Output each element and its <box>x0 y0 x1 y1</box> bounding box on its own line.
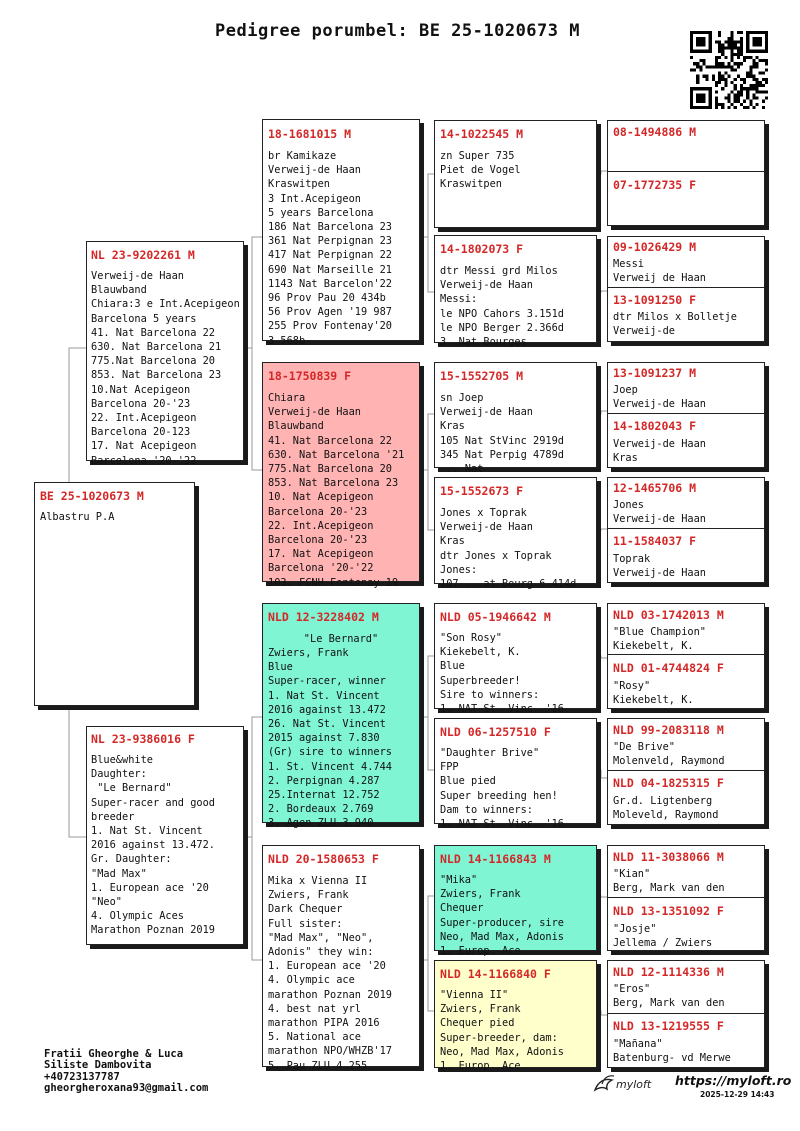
gggp-pair-divider <box>608 528 764 529</box>
great-grandparent-card-3[interactable] <box>434 362 597 476</box>
granddam-paternal-ring: 18-1750839 F <box>268 369 352 383</box>
granddam-paternal-info: Chiara Verweij-de Haan Blauwband 41. Nat Barcelona 22 630. Nat Barcelona '21 775.Nat Barcelona 20 853. Nat Barcelona 23 10. Nat Acepigeon Barcelona 20-'23 22. Int.Acepigeon Barcelona 20-'23 17. Nat Acepigeon Barcelona '20-'22 103. FCNH Fontenay 19 <box>268 392 405 589</box>
gggp-8-info: Toprak Verweij-de Haan <box>613 553 706 580</box>
gggp-pair-divider <box>608 770 764 771</box>
gggp-pair-divider <box>608 654 764 655</box>
gggp-13-ring: NLD 11-3038066 M <box>613 850 724 864</box>
gggp-3-ring: 09-1026429 M <box>613 240 697 254</box>
gggp-pair-card-1[interactable] <box>607 120 765 226</box>
gggp-14-ring: NLD 13-1351092 F <box>613 904 724 918</box>
ggp-5-info: "Son Rosy" Kiekebelt, K. Blue Superbreeder! Sire to winners: 1. NAT St. Vinc. '16 <box>440 632 564 716</box>
gggp-pair-card-2[interactable] <box>607 236 765 342</box>
gggp-14-info: "Josje" Jellema / Zwiers <box>613 923 713 950</box>
website-link[interactable]: https://myloft.ro <box>675 1073 792 1088</box>
gggp-9-ring: NLD 03-1742013 M <box>613 608 724 622</box>
great-grandparent-card-5[interactable] <box>434 603 597 716</box>
ggp-6-ring: NLD 06-1257510 F <box>440 725 551 739</box>
ggp-7-info: "Mika" Zwiers, Frank Chequer Super-producer, sire Neo, Mad Max, Adonis 1. Europ. Ace <box>440 874 564 958</box>
ggp-3-ring: 15-1552705 M <box>440 369 524 383</box>
dam-ring: NL 23-9386016 F <box>91 732 195 746</box>
granddam-paternal-card[interactable] <box>262 362 420 589</box>
gggp-pair-card-6[interactable] <box>607 718 765 825</box>
breeder-phone[interactable]: +40723137787 <box>44 1070 120 1083</box>
gggp-pair-divider <box>608 897 764 898</box>
grandsire-maternal-ring: NLD 12-3228402 M <box>268 610 379 624</box>
gggp-pair-divider <box>608 1013 764 1014</box>
granddam-maternal-card[interactable] <box>262 845 420 1072</box>
gggp-4-info: dtr Milos x Bolletje Verweij-de <box>613 311 737 338</box>
breeder-contact <box>44 1049 208 1094</box>
grandsire-maternal-info: Zwiers, Frank Blue Super-racer, winner 1. Nat St. Vincent 2016 against 13.472 26. Nat St. Vincent 2015 against 7.830 (Gr) sire to winners 1. St. Vincent 4.744 2. Perpignan 4.287 25.Internat 12.752 2. Bordeaux 2.769 3. Agen ZLU 3.940 <box>268 647 392 830</box>
gggp-2-ring: 07-1772735 F <box>613 178 697 192</box>
subject-info: Albastru P.A <box>40 511 115 523</box>
ggp-1-ring: 14-1022545 M <box>440 127 524 141</box>
dam-info: Blue&white Daughter: "Le Bernard" Super-racer and good breeder 1. Nat St. Vincent 2016 against 13.472. Gr. Daughter: "Mad Max" 1. European ace '20 "Neo" 4. Olympic Aces Marathon Poznan 2019 <box>91 754 215 937</box>
granddam-maternal-ring: NLD 20-1580653 F <box>268 852 379 866</box>
gggp-3-info: Messi Verweij de Haan <box>613 258 706 285</box>
breeder-name: Fratii Gheorghe & Luca <box>44 1048 184 1060</box>
gggp-9-info: "Blue Champion" Kiekebelt, K. <box>613 626 706 653</box>
gggp-12-ring: NLD 04-1825315 F <box>613 776 724 790</box>
ggp-8-info: "Vienna II" Zwiers, Frank Chequer pied Super-breeder, dam: Neo, Mad Max, Adonis 1. Europ. Ace <box>440 989 564 1073</box>
great-grandparent-card-2[interactable] <box>434 235 597 349</box>
subject-card[interactable] <box>34 482 195 706</box>
gggp-pair-divider <box>608 413 764 414</box>
ggp-4-ring: 15-1552673 F <box>440 484 524 498</box>
gggp-11-info: "De Brive" Molenveld, Raymond <box>613 741 725 768</box>
gggp-pair-card-3[interactable] <box>607 362 765 468</box>
gggp-4-ring: 13-1091250 F <box>613 293 697 307</box>
gggp-pair-card-8[interactable] <box>607 960 765 1068</box>
ggp-7-ring: NLD 14-1166843 M <box>440 852 551 866</box>
gggp-15-ring: NLD 12-1114336 M <box>613 965 724 979</box>
breeder-location: Siliste Dambovita <box>44 1059 152 1072</box>
ggp-2-info: dtr Messi grd Milos Verweij-de Haan Messi: le NPO Cahors 3.151d le NPO Berger 2.366d 3. Nat Bourges <box>440 265 564 349</box>
gggp-6-info: Verweij-de Haan Kras <box>613 438 706 465</box>
grandsire-paternal-card[interactable] <box>262 119 420 347</box>
ggp-6-info: "Daughter Brive" FPP Blue pied Super breeding hen! Dam to winners: 1. NAT St. Vinc. '16 <box>440 747 564 831</box>
gggp-pair-card-5[interactable] <box>607 603 765 709</box>
ggp-3-info: sn Joep Verweij-de Haan Kras 105 Nat StVinc 2919d 345 Nat Perpig 4789d ... Nat <box>440 392 564 476</box>
breeder-email[interactable]: gheorgheroxana93@gmail.com <box>44 1081 209 1094</box>
ggp-5-ring: NLD 05-1946642 M <box>440 610 551 624</box>
gggp-1-ring: 08-1494886 M <box>613 125 697 139</box>
qr-code <box>690 31 768 109</box>
pigeon-icon <box>592 1072 672 1096</box>
sire-info: Verweij-de Haan Blauwband Chiara:3 e Int.Acepigeon Barcelona 5 years 41. Nat Barcelona 22 630. Nat Barcelona 21 775.Nat Barcelona 20 853. Nat Barcelona 23 10.Nat Acepigeon Barcelona 20-'23 22. Int.Acepigeon Barcelona 20-123 17. Nat Acepigeon Barcelona '20-'22 <box>91 270 240 467</box>
sire-ring: NL 23-9202261 M <box>91 248 195 262</box>
gggp-6-ring: 14-1802043 F <box>613 419 697 433</box>
ggp-8-ring: NLD 14-1166840 F <box>440 967 551 981</box>
great-grandparent-card-7[interactable] <box>434 845 597 958</box>
ggp-4-info: Jones x Toprak Verweij-de Haan Kras dtr Jones x Toprak Jones: 107 ...at Bourg 6.414d <box>440 507 577 591</box>
great-grandparent-card-1[interactable] <box>434 120 597 228</box>
ggp-2-ring: 14-1802073 F <box>440 242 524 256</box>
gggp-11-ring: NLD 99-2083118 M <box>613 723 724 737</box>
print-timestamp: 2025-12-29 14:43 <box>700 1090 775 1099</box>
ggp-1-info: zn Super 735 Piet de Vogel Kraswitpen <box>440 150 521 191</box>
gggp-pair-card-7[interactable] <box>607 845 765 951</box>
granddam-maternal-info: Mika x Vienna II Zwiers, Frank Dark Chequer Full sister: "Mad Max", "Neo", Adonis" they win: 1. European ace '20 4. Olympic ace marathon Poznan 2019 4. best nat yrl marathon PIPA 2016 5. National ace marathon NPO/WHZB'17 5. Pau ZLU 4.255 <box>268 875 392 1072</box>
great-grandparent-card-6[interactable] <box>434 718 597 831</box>
gggp-10-info: "Rosy" Kiekebelt, K. <box>613 680 694 707</box>
gggp-7-info: Jones Verweij-de Haan <box>613 499 706 526</box>
gggp-13-info: "Kian" Berg, Mark van den <box>613 868 725 895</box>
great-grandparent-card-8[interactable] <box>434 960 597 1073</box>
gggp-5-ring: 13-1091237 M <box>613 366 697 380</box>
gggp-pair-divider <box>608 287 764 288</box>
gggp-15-info: "Eros" Berg, Mark van den <box>613 983 725 1010</box>
gggp-16-info: "Mañana" Batenburg- vd Merwe <box>613 1038 731 1065</box>
great-grandparent-card-4[interactable] <box>434 477 597 591</box>
grandsire-paternal-info: br Kamikaze Verweij-de Haan Kraswitpen 3 Int.Acepigeon 5 years Barcelona 186 Nat Barcelona 23 361 Nat Perpignan 23 417 Nat Perpignan 22 690 Nat Marseille 21 1143 Nat Barcelon'22 96 Prov Pau 20 434b 56 Prov Agen '19 987 255 Prov Fontenay'20 3 568b <box>268 150 392 347</box>
gggp-10-ring: NLD 01-4744824 F <box>613 661 724 675</box>
grandsire-maternal-title: "Le Bernard" <box>303 633 379 645</box>
grandsire-paternal-ring: 18-1681015 M <box>268 127 352 141</box>
gggp-12-info: Gr.d. Ligtenberg Moleveld, Raymond <box>613 795 719 822</box>
sire-card[interactable] <box>86 241 244 467</box>
subject-ring: BE 25-1020673 M <box>40 489 144 503</box>
gggp-5-info: Joep Verweij-de Haan <box>613 384 706 411</box>
brand-name: myloft <box>616 1078 652 1091</box>
gggp-16-ring: NLD 13-1219555 F <box>613 1019 724 1033</box>
gggp-pair-divider <box>608 171 764 172</box>
grandsire-maternal-card[interactable] <box>262 603 420 830</box>
gggp-7-ring: 12-1465706 M <box>613 481 697 495</box>
dam-card[interactable] <box>86 726 244 945</box>
myloft-logo <box>592 1072 672 1100</box>
page-title: Pedigree porumbel: BE 25-1020673 M <box>215 21 580 41</box>
gggp-pair-card-4[interactable] <box>607 477 765 583</box>
gggp-8-ring: 11-1584037 F <box>613 534 697 548</box>
